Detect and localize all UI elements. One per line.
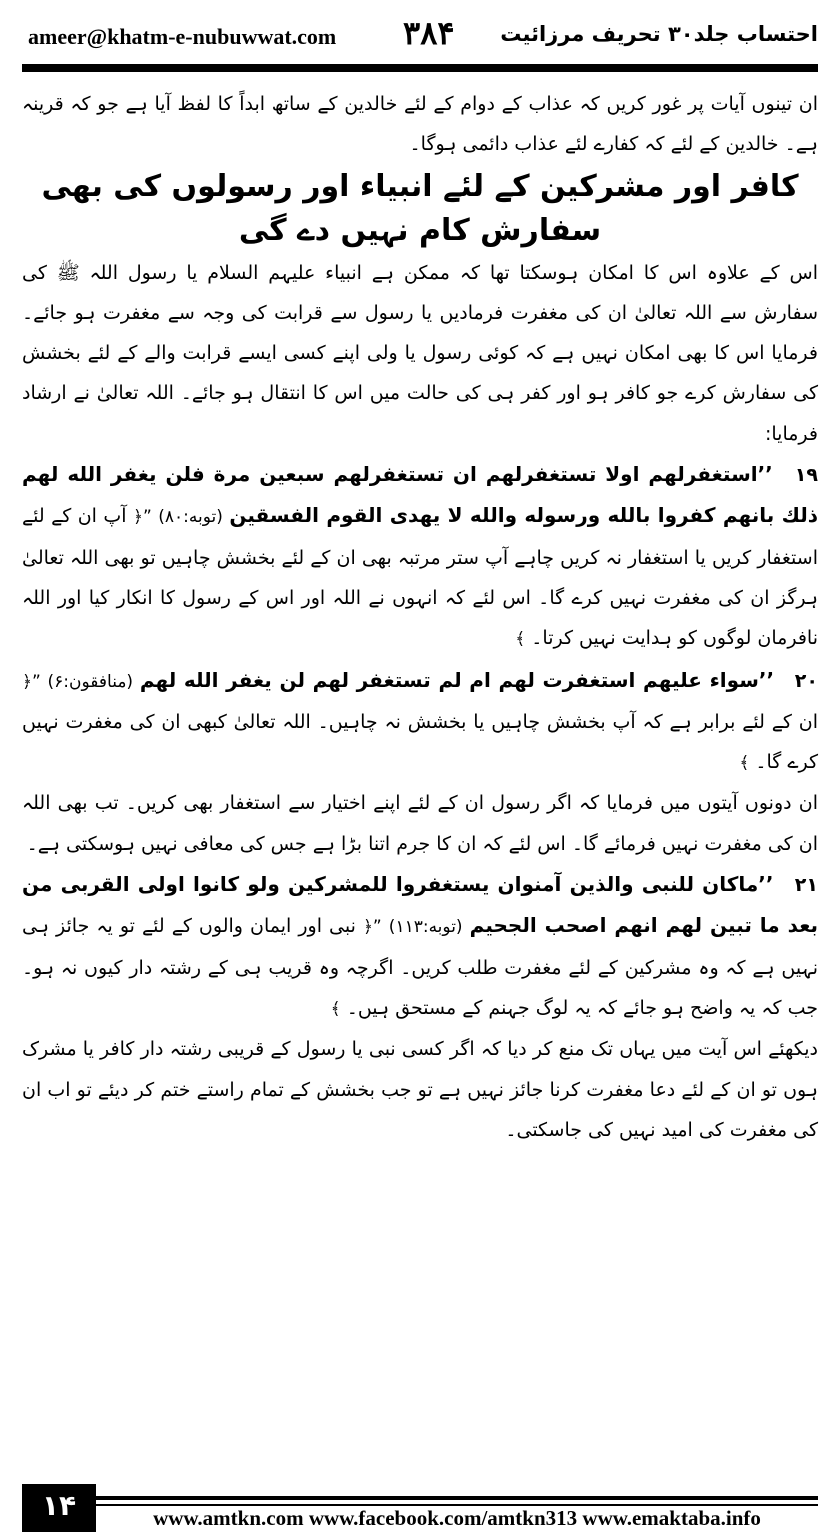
section-heading: کافر اور مشرکین کے لئے انبیاء اور رسولوں کی بھی سفارش کام نہیں دے گی [41, 168, 799, 248]
paragraph-explanation: اس کے علاوہ اس کا امکان ہوسکتا تھا کہ ممکن ہے انبیاء علیہم السلام یا رسول اللہ ﷺ کی سفارش سے اللہ تعالیٰ ان کی مغفرت فرمادیں یا رسول سے قرابت کی وجہ سے مغفرت ہو جائے۔ فرمایا اس کا بھی امکان نہیں ہے کہ کوئی رسول یا ولی اپنے کسی ایسے قرابت والے کے لئے بخشش کی سفارش کرے جو کافر ہو اور کفر ہی کی حالت میں اس کا انتقال ہو جائے۔ اللہ تعالیٰ نے ارشاد فرمایا: [22, 261, 818, 445]
header-email: ameer@khatm-e-nubuwwat.com [28, 24, 337, 49]
footer-page-number: ۱۴ [22, 1484, 96, 1532]
paragraph-conclusion: دیکھئے اس آیت میں یہاں تک منع کر دیا کہ اگر کسی نبی یا رسول کے قریبی رشتہ دار کافر یا مشرک ہوں تو ان کے لئے دعا مغفرت کرنا جائز نہیں ہے تو جب بخشش کے تمام راستے ختم کر دیئے تو اب ان کی مغفرت کی امید نہیں کی جاسکتی۔ [22, 1038, 818, 1141]
ornament-icon: ﴾ [739, 753, 750, 774]
page-footer [22, 1484, 818, 1532]
page-body [22, 84, 818, 1150]
verse-arabic: ’’سواء عليهم استغفرت لهم ام لم تستغفر لهم لن يغفر الله لهم [139, 667, 775, 692]
ornament-icon: ﴾ [515, 629, 526, 650]
verse-reference: (توبه:۸۰) [158, 507, 223, 528]
verse-number: ۲۰ [794, 669, 818, 692]
verse-reference: (منافقون:۶) [47, 671, 134, 692]
verse-number: ۱۹ [794, 464, 818, 487]
verse-20 [22, 660, 818, 784]
header-rule [22, 64, 818, 72]
footer-rule [96, 1496, 818, 1500]
page-header [28, 14, 818, 58]
verse-arabic: ’’ماكان للنبى والذين آمنوان يستغفروا للمشركين ولو كانوا اولى القربى من بعد ما تبين لهم انهم اصحب الجحيم [22, 872, 819, 938]
verse-translation: نبی اور ایمان والوں کے لئے تو یہ جائز ہی نہیں ہے کہ وہ مشرکین کے لئے مغفرت طلب کریں۔ اگرچہ وہ قریب ہی کے رشتہ دار کیوں نہ ہو۔ جب کہ یہ واضح ہو جائے کہ یہ لوگ جہنم کے مستحق ہیں۔ [22, 915, 818, 1019]
verse-reference: (توبه:۱۱۳) [388, 917, 463, 938]
verse-21 [22, 864, 818, 1029]
ornament-icon: ”﴿ [22, 671, 41, 692]
paragraph-commentary: ان دونوں آیتوں میں فرمایا کہ اگر رسول ان کے لئے اپنے اختیار سے استغفار بھی کریں۔ تب بھی اللہ ان کی مغفرت نہیں فرمائے گا۔ اس لئے کہ ان کا جرم اتنا بڑا ہے جس کی معافی نہیں ہوسکتی ہے۔ [22, 792, 818, 855]
verse-arabic: ’’استغفرلهم اولا تستغفرلهم ان تستغفرلهم سبعين مرة فلن يغفر الله لهم ذلك بانهم كفروا بالله ورسوله والله لا يهدى القوم الفسقين [22, 462, 819, 528]
verse-translation: آپ ان کے لئے استغفار کریں یا استغفار نہ کریں چاہے آپ ستر مرتبہ بھی ان کے لئے بخشش چاہیں تو بھی اللہ تعالیٰ ہرگز ان کی مغفرت نہیں کرے گا۔ اس لئے کہ انہوں نے اللہ اور اس کے رسول کا انکار کیا اور اللہ نافرمان لوگوں کو ہدایت نہیں کرتا۔ [22, 505, 818, 650]
verse-number: ۲۱ [794, 874, 818, 897]
verse-translation: ان کے لئے برابر ہے کہ آپ بخشش چاہیں یا بخشش نہ چاہیں۔ اللہ تعالیٰ کبھی ان کی مغفرت نہیں کرے گا۔ [22, 710, 818, 774]
paragraph-intro: ان تینوں آیات پر غور کریں کہ عذاب کے دوام کے لئے خالدین کے ساتھ ابداً کا لفظ آیا ہے جو کہ قرینہ ہے۔ خالدین کے لئے کہ کفارے لئے عذاب دائمی ہوگا۔ [22, 93, 818, 156]
ornament-icon: ”﴿ [133, 507, 152, 528]
verse-19 [22, 454, 818, 659]
ornament-icon: ”﴿ [362, 917, 382, 938]
header-title: احتساب جلد۳۰ تحریف مرزائیت [500, 22, 818, 46]
header-page-number: ۳۸۴ [403, 14, 455, 52]
ornament-icon: ﴾ [330, 998, 341, 1019]
footer-links: www.amtkn.com www.facebook.com/amtkn313 www.emaktaba.info [153, 1506, 761, 1530]
